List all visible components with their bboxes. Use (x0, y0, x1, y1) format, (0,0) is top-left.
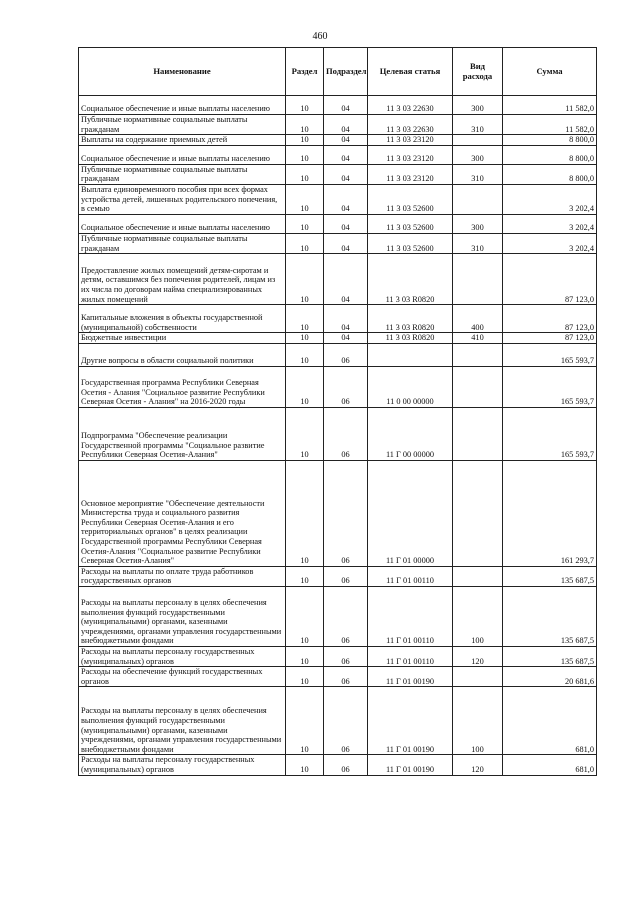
row-summa-cell: 3 202,4 (503, 184, 597, 214)
table-row (79, 164, 597, 184)
row-summa-cell: 87 123,0 (503, 333, 597, 344)
row-vid-cell: 100 (453, 586, 503, 646)
row-statya-cell: 11 3 03 R0820 (368, 254, 453, 305)
header-razdel: Раздел (286, 48, 324, 96)
row-vid-cell: 100 (453, 687, 503, 755)
table-row (79, 687, 597, 755)
header-summa: Сумма (503, 48, 597, 96)
row-summa-cell: 135 687,5 (503, 566, 597, 586)
row-podrazdel-cell: 04 (324, 96, 368, 115)
row-razdel-cell: 10 (286, 460, 324, 566)
row-podrazdel-cell: 04 (324, 254, 368, 305)
row-podrazdel-cell: 06 (324, 566, 368, 586)
budget-table (78, 47, 597, 776)
header-statya: Целевая статья (368, 48, 453, 96)
row-razdel-cell: 10 (286, 586, 324, 646)
row-vid-cell (453, 135, 503, 146)
row-name-cell: Расходы на выплаты персоналу в целях обеспечения выполнения функций государственными (муниципальными) органами, казенными учреждениями, органами управления государственными внебюджетными фондами (79, 687, 286, 755)
row-podrazdel-cell: 06 (324, 460, 368, 566)
table-row (79, 667, 597, 687)
row-podrazdel-cell: 04 (324, 115, 368, 135)
row-vid-cell: 400 (453, 305, 503, 333)
row-vid-cell (453, 667, 503, 687)
row-podrazdel-cell: 04 (324, 333, 368, 344)
row-summa-cell: 165 593,7 (503, 407, 597, 460)
row-razdel-cell: 10 (286, 96, 324, 115)
row-name-cell: Расходы на выплаты персоналу государственных (муниципальных) органов (79, 755, 286, 775)
row-summa-cell: 11 582,0 (503, 115, 597, 135)
row-vid-cell (453, 254, 503, 305)
row-podrazdel-cell: 04 (324, 214, 368, 233)
row-statya-cell: 11 3 03 52600 (368, 214, 453, 233)
row-razdel-cell: 10 (286, 667, 324, 687)
row-name-cell: Публичные нормативные социальные выплаты гражданам (79, 115, 286, 135)
table-row (79, 460, 597, 566)
row-razdel-cell: 10 (286, 755, 324, 775)
header-name: Наименование (79, 48, 286, 96)
row-vid-cell: 310 (453, 233, 503, 253)
row-summa-cell: 165 593,7 (503, 366, 597, 407)
table-row (79, 214, 597, 233)
row-summa-cell: 8 800,0 (503, 145, 597, 164)
row-statya-cell (368, 343, 453, 366)
row-podrazdel-cell: 06 (324, 646, 368, 666)
row-podrazdel-cell: 04 (324, 164, 368, 184)
row-podrazdel-cell: 06 (324, 687, 368, 755)
row-razdel-cell: 10 (286, 164, 324, 184)
row-razdel-cell: 10 (286, 145, 324, 164)
row-statya-cell: 11 Г 01 00110 (368, 646, 453, 666)
row-name-cell: Расходы на выплаты персоналу в целях обеспечения выполнения функций государственными (муниципальными) органами, казенными учреждениями, органами управления государственными внебюджетными фондами (79, 586, 286, 646)
row-razdel-cell: 10 (286, 135, 324, 146)
row-razdel-cell: 10 (286, 305, 324, 333)
row-statya-cell: 11 Г 01 00190 (368, 755, 453, 775)
row-vid-cell: 300 (453, 214, 503, 233)
table-row (79, 343, 597, 366)
table-row (79, 96, 597, 115)
row-podrazdel-cell: 06 (324, 366, 368, 407)
row-name-cell: Расходы на обеспечение функций государственных органов (79, 667, 286, 687)
row-statya-cell: 11 Г 01 00110 (368, 566, 453, 586)
row-razdel-cell: 10 (286, 254, 324, 305)
row-statya-cell: 11 3 03 R0820 (368, 305, 453, 333)
header-podrazdel: Подраздел (324, 48, 368, 96)
row-podrazdel-cell: 06 (324, 667, 368, 687)
table-row (79, 566, 597, 586)
row-razdel-cell: 10 (286, 407, 324, 460)
row-podrazdel-cell: 04 (324, 184, 368, 214)
row-statya-cell: 11 3 03 23120 (368, 135, 453, 146)
row-razdel-cell: 10 (286, 687, 324, 755)
table-header-row (79, 48, 597, 96)
row-summa-cell: 681,0 (503, 687, 597, 755)
row-razdel-cell: 10 (286, 566, 324, 586)
row-statya-cell: 11 0 00 00000 (368, 366, 453, 407)
header-vid: Вид расхода (453, 48, 503, 96)
table-body (79, 96, 597, 776)
row-name-cell: Бюджетные инвестиции (79, 333, 286, 344)
row-podrazdel-cell: 04 (324, 305, 368, 333)
row-statya-cell: 11 3 03 22630 (368, 115, 453, 135)
row-statya-cell: 11 3 03 22630 (368, 96, 453, 115)
row-name-cell: Публичные нормативные социальные выплаты гражданам (79, 233, 286, 253)
row-razdel-cell: 10 (286, 233, 324, 253)
table-row (79, 145, 597, 164)
row-vid-cell: 120 (453, 646, 503, 666)
row-podrazdel-cell: 04 (324, 135, 368, 146)
row-vid-cell: 300 (453, 96, 503, 115)
row-summa-cell: 87 123,0 (503, 254, 597, 305)
row-summa-cell: 681,0 (503, 755, 597, 775)
row-podrazdel-cell: 04 (324, 233, 368, 253)
row-name-cell: Социальное обеспечение и иные выплаты населению (79, 96, 286, 115)
table-row (79, 333, 597, 344)
row-name-cell: Государственная программа Республики Северная Осетия - Алания "Социальное развитие Республики Северная Осетия - Алания" на 2016-2020 годы (79, 366, 286, 407)
row-statya-cell: 11 Г 00 00000 (368, 407, 453, 460)
row-podrazdel-cell: 06 (324, 343, 368, 366)
row-vid-cell (453, 407, 503, 460)
table-row (79, 586, 597, 646)
row-summa-cell: 87 123,0 (503, 305, 597, 333)
row-vid-cell: 410 (453, 333, 503, 344)
row-name-cell: Подпрограмма "Обеспечение реализации Государственной программы "Социальное развитие Республики Северная Осетия-Алания" (79, 407, 286, 460)
row-name-cell: Расходы на выплаты персоналу государственных (муниципальных) органов (79, 646, 286, 666)
table-row (79, 233, 597, 253)
row-summa-cell: 165 593,7 (503, 343, 597, 366)
row-name-cell: Социальное обеспечение и иные выплаты населению (79, 214, 286, 233)
table-row (79, 135, 597, 146)
row-name-cell: Выплата единовременного пособия при всех формах устройства детей, лишенных родительского попечения, в семью (79, 184, 286, 214)
row-podrazdel-cell: 04 (324, 145, 368, 164)
row-statya-cell: 11 Г 01 00190 (368, 687, 453, 755)
row-razdel-cell: 10 (286, 343, 324, 366)
row-statya-cell: 11 3 03 52600 (368, 233, 453, 253)
row-summa-cell: 8 800,0 (503, 135, 597, 146)
row-name-cell: Основное мероприятие "Обеспечение деятельности Министерства труда и социального развития Республики Северная Осетия-Алания и его территориальных органов" в целях реализации Государственной программы Республики Северная Осетия-Алания "Социальное развитие Республики Северная Осетия-Алания" (79, 460, 286, 566)
row-razdel-cell: 10 (286, 184, 324, 214)
row-statya-cell: 11 3 03 23120 (368, 145, 453, 164)
row-name-cell: Социальное обеспечение и иные выплаты населению (79, 145, 286, 164)
row-summa-cell: 3 202,4 (503, 214, 597, 233)
row-vid-cell: 310 (453, 164, 503, 184)
table-row (79, 407, 597, 460)
row-statya-cell: 11 Г 01 00000 (368, 460, 453, 566)
row-summa-cell: 11 582,0 (503, 96, 597, 115)
row-name-cell: Другие вопросы в области социальной политики (79, 343, 286, 366)
table-row (79, 254, 597, 305)
table-row (79, 646, 597, 666)
row-podrazdel-cell: 06 (324, 755, 368, 775)
row-summa-cell: 20 681,6 (503, 667, 597, 687)
row-razdel-cell: 10 (286, 366, 324, 407)
table-row (79, 115, 597, 135)
row-summa-cell: 8 800,0 (503, 164, 597, 184)
row-razdel-cell: 10 (286, 115, 324, 135)
row-name-cell: Расходы на выплаты по оплате труда работников государственных органов (79, 566, 286, 586)
row-statya-cell: 11 3 03 23120 (368, 164, 453, 184)
row-statya-cell: 11 Г 01 00110 (368, 586, 453, 646)
row-name-cell: Предоставление жилых помещений детям-сиротам и детям, оставшимся без попечения родителей, лицам из их числа по договорам найма специализированных жилых помещений (79, 254, 286, 305)
row-vid-cell: 310 (453, 115, 503, 135)
table-row (79, 184, 597, 214)
row-vid-cell (453, 184, 503, 214)
row-razdel-cell: 10 (286, 333, 324, 344)
row-summa-cell: 161 293,7 (503, 460, 597, 566)
row-vid-cell (453, 366, 503, 407)
row-name-cell: Выплаты на содержание приемных детей (79, 135, 286, 146)
row-name-cell: Капитальные вложения в объекты государственной (муниципальной) собственности (79, 305, 286, 333)
row-vid-cell: 300 (453, 145, 503, 164)
table-row (79, 366, 597, 407)
row-razdel-cell: 10 (286, 214, 324, 233)
row-summa-cell: 135 687,5 (503, 646, 597, 666)
row-podrazdel-cell: 06 (324, 407, 368, 460)
row-statya-cell: 11 3 03 52600 (368, 184, 453, 214)
table-row (79, 755, 597, 775)
row-summa-cell: 3 202,4 (503, 233, 597, 253)
row-statya-cell: 11 Г 01 00190 (368, 667, 453, 687)
row-vid-cell (453, 343, 503, 366)
row-vid-cell: 120 (453, 755, 503, 775)
table-row (79, 305, 597, 333)
row-razdel-cell: 10 (286, 646, 324, 666)
row-statya-cell: 11 3 03 R0820 (368, 333, 453, 344)
row-podrazdel-cell: 06 (324, 586, 368, 646)
row-vid-cell (453, 460, 503, 566)
row-summa-cell: 135 687,5 (503, 586, 597, 646)
row-name-cell: Публичные нормативные социальные выплаты гражданам (79, 164, 286, 184)
row-vid-cell (453, 566, 503, 586)
page-number: 460 (312, 31, 328, 42)
